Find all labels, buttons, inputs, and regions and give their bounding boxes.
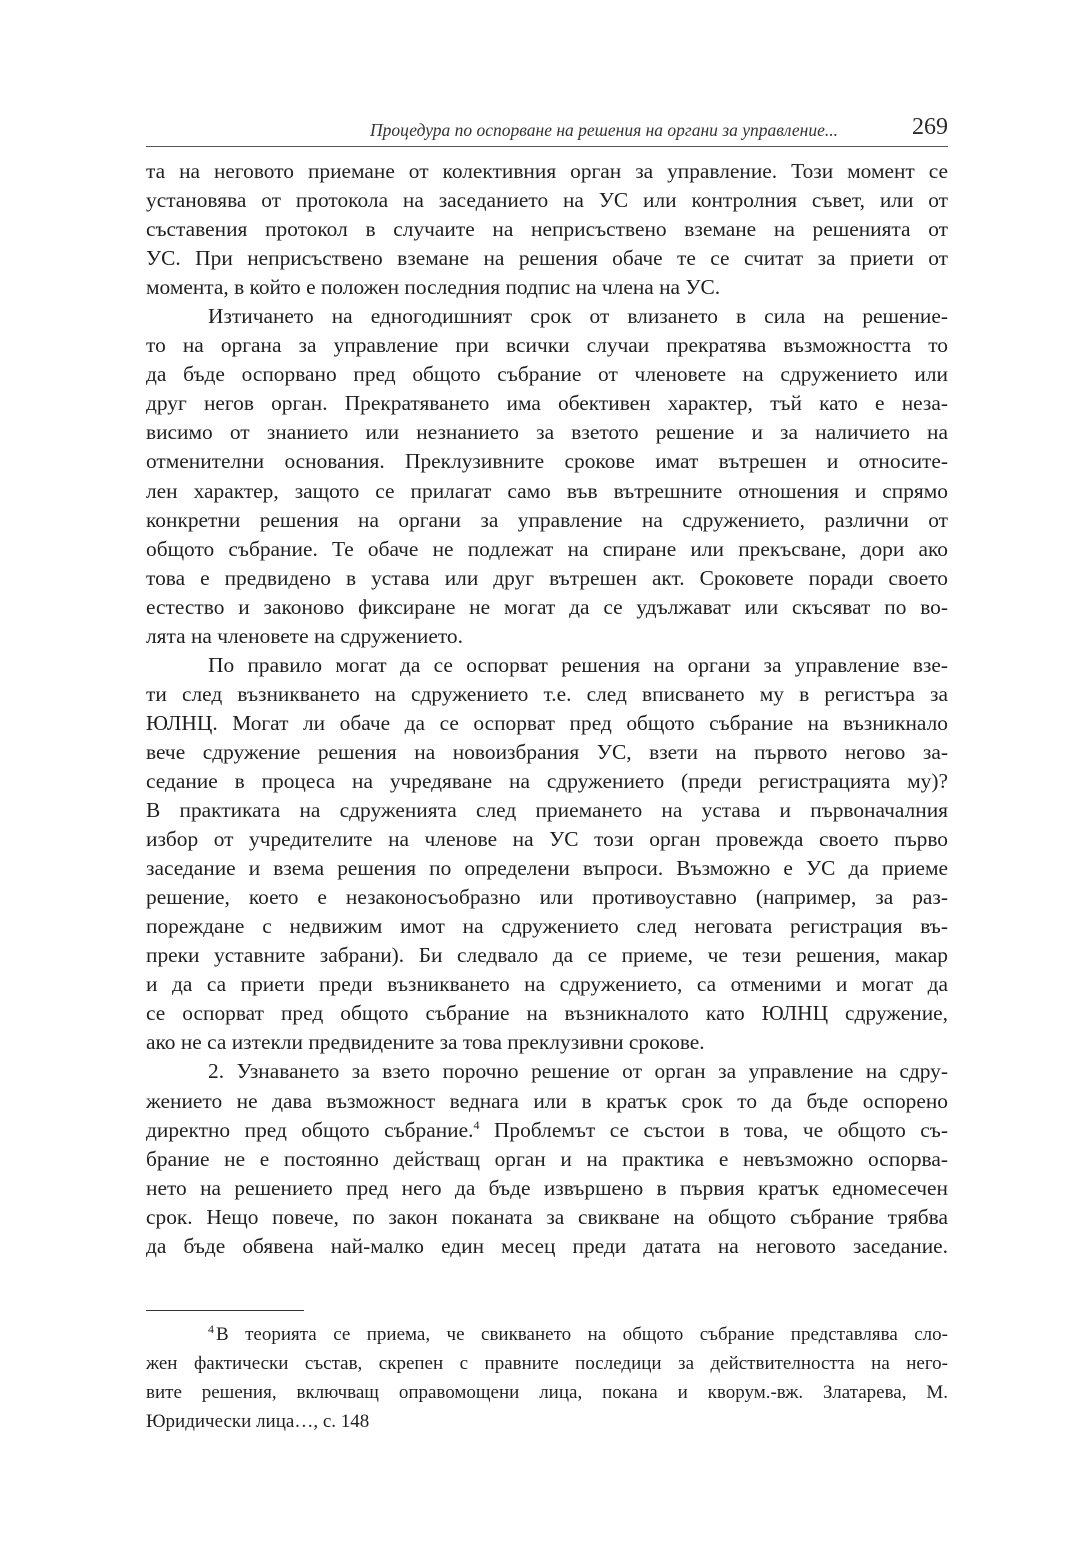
text-line: решение, което е незаконосъобразно или противоуставно (например, за раз- (146, 885, 948, 910)
text-segment: Проблемът се състои в това, че общото съ- (479, 1117, 948, 1142)
text-line: Изтичането на едногодишният срок от влизането в сила на решение- (208, 304, 948, 329)
text-line: По правило могат да се оспорват решения на органи за управление взе- (208, 652, 948, 677)
text-line: жението не дава възможност веднага или в кратък срок то да бъде оспорено (146, 1088, 948, 1113)
footnote-line: вите решения, включващ оправомощени лица, покана и кворум.-вж. Златарева, М. (146, 1382, 948, 1404)
text-line: брание не е постоянно действащ орган и на практика е невъзможно оспорва- (146, 1146, 948, 1171)
text-line: се оспорват пред общото събрание на възникналото като ЮЛНЦ сдружение, (146, 1001, 948, 1026)
text-line: да бъде оспорвано пред общото събрание от членовете на сдружението или (146, 362, 948, 387)
text-line: отменителни основания. Преклузивните срокове имат вътрешен и относите- (146, 449, 948, 474)
footnotes (146, 1321, 948, 1437)
text-line: преки уставните забрани). Би следвало да се приеме, че тези решения, макар (146, 943, 948, 968)
paragraph (146, 1057, 948, 1260)
text-line: ти след възникването на сдружението т.е. след вписването му в регистъра за (146, 681, 948, 706)
footnote-text: В теорията се приема, че свикването на общото събрание представлява сло- (216, 1324, 948, 1345)
text-line: заседание и взема решения по определени въпроси. Възможно е УС да приеме (146, 856, 948, 881)
footnote-separator (146, 1310, 304, 1311)
text-line: то на органа за управление при всички случаи прекратява възможността то (146, 333, 948, 358)
running-header (146, 112, 948, 147)
text-line: нето на решението пред него да бъде извършено в първия кратък едномесечен (146, 1175, 948, 1200)
text-line: момента, в който е положен последния подпис на члена на УС. (146, 275, 721, 300)
text-line (146, 1116, 948, 1145)
paragraph (146, 651, 948, 1058)
text-line: ако не са изтекли предвидените за това преклузивни срокове. (146, 1030, 705, 1055)
text-line: 2. Узнаването за взето порочно решение от орган за управление на сдру- (208, 1059, 948, 1084)
text-line: друг негов орган. Прекратяването има обективен характер, тъй като е неза- (146, 391, 948, 416)
text-line: и да са приети преди възникването на сдружението, са отменими и могат да (146, 972, 948, 997)
footnote-reference[interactable]: 4 (473, 1117, 480, 1132)
main-text (146, 157, 948, 1261)
paragraph (146, 157, 948, 302)
text-line: съставения протокол в случаите на неприсъствено вземане на решенията от (146, 217, 948, 242)
text-line: установява от протокола на заседанието на УС или контролния съвет, или от (146, 188, 948, 213)
text-line: естество и законово фиксиране не могат да се удължават или скъсяват по во- (146, 594, 948, 619)
text-line: УС. При неприсъствено вземане на решения обаче те се считат за приети от (146, 246, 948, 271)
text-line: общото събрание. Те обаче не подлежат на спиране или прекъсване, дори ако (146, 536, 948, 561)
text-segment: директно пред общото събрание. (146, 1117, 474, 1142)
text-line: вече сдружение решения на новоизбрания УС, взети на първото негово за- (146, 739, 948, 764)
text-line: да бъде обявена най-малко един месец преди датата на неговото заседание. (146, 1233, 948, 1258)
text-line: лен характер, защото се прилагат само във вътрешните отношения и спрямо (146, 478, 948, 503)
text-line: висимо от знанието или незнанието за взетото решение и за наличието на (146, 420, 948, 445)
footnote (146, 1321, 948, 1437)
text-line: пореждане с недвижим имот на сдружението след неговата регистрация въ- (146, 914, 948, 939)
paragraph (146, 302, 948, 651)
text-line: ЮЛНЦ. Могат ли обаче да се оспорват пред общото събрание на възникнало (146, 710, 948, 735)
running-header-title: Процедура по оспорване на решения на органи за управление... (369, 120, 838, 140)
footnote-line: жен фактически състав, скрепен с правните последици за действителността на него- (146, 1353, 948, 1375)
text-line: В практиката на сдруженията след приемането на устава и първоначалния (146, 798, 948, 823)
text-line: това е предвидено в устава или друг вътрешен акт. Сроковете поради своето (146, 565, 948, 590)
text-line: та на неговото приемане от колективния орган за управление. Този момент се (146, 159, 948, 183)
text-line: лята на членовете на сдружението. (146, 623, 463, 648)
page-number: 269 (912, 114, 948, 140)
text-line: избор от учредителите на членове на УС този орган провежда своето първо (146, 827, 948, 852)
footnote-number: 4 (208, 1322, 214, 1336)
footnote-line: Юридически лица…, с. 148 (146, 1411, 370, 1433)
text-line: срок. Нещо повече, по закон поканата за свикване на общото събрание трябва (146, 1204, 948, 1229)
text-line: седание в процеса на учредяване на сдружението (преди регистрацията му)? (146, 768, 948, 793)
text-line: конкретни решения на органи за управление на сдружението, различни от (146, 507, 948, 532)
footnote-line (146, 1321, 948, 1350)
